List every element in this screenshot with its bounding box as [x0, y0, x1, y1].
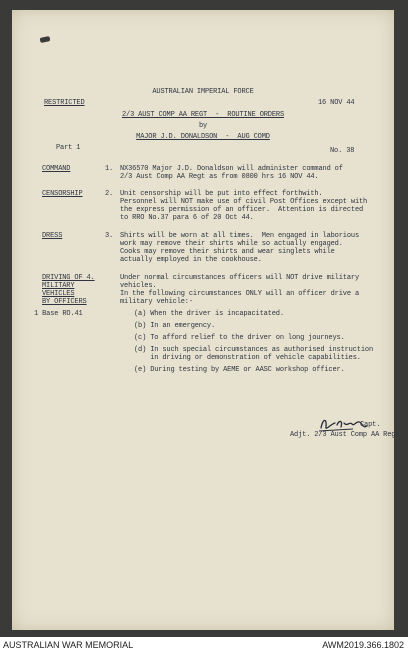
signature-block: Adjt. 2/3 Aust Comp AA Regt [290, 431, 400, 439]
section-line: NX36570 Major J.D. Donaldson will administer command of [120, 165, 343, 173]
signature-rank: Capt. [360, 421, 381, 429]
section-line: the express permission of an officer. Attention is directed [120, 206, 364, 214]
section-heading: DRESS [42, 232, 63, 240]
by-line: by [198, 122, 208, 130]
order-number: No. 38 [330, 147, 355, 155]
section-heading: COMMAND [42, 165, 71, 173]
list-item: (a) When the driver is incapacitated. [134, 310, 284, 318]
section-number: 3. [105, 232, 114, 240]
section-heading: BY OFFICERS [42, 298, 87, 306]
reference-note: 1 Base RO.41 [34, 310, 83, 318]
officer-line: MAJOR J.D. DONALDSON - AUG COMD [136, 133, 270, 141]
section-line: vehicles. [120, 282, 157, 290]
document-header: AUSTRALIAN IMPERIAL FORCE [152, 88, 254, 96]
list-item: (b) In an emergency. [134, 322, 216, 330]
section-heading: DRIVING OF 4. [42, 274, 95, 282]
punch-hole [40, 36, 51, 43]
section-line: military vehicle:- [120, 298, 193, 306]
section-line: work may remove their shirts while so actually engaged. [120, 240, 343, 248]
section-line: 2/3 Aust Comp AA Regt as from 0800 hrs 16 NOV 44. [120, 173, 319, 181]
list-item: (c) To afford relief to the driver on long journeys. [134, 334, 345, 342]
section-line: Unit censorship will be put into effect forthwith. [120, 190, 323, 198]
section-line: actually employed in the cookhouse. [120, 256, 262, 264]
section-heading: VEHICLES [42, 290, 75, 298]
section-line: Personnel will NOT make use of civil Post Offices except with [120, 198, 368, 206]
list-item: (e) During testing by AEME or AASC workshop officer. [134, 366, 345, 374]
section-heading: CENSORSHIP [42, 190, 83, 198]
section-line: to RRO No.37 para 6 of 20 Oct 44. [120, 214, 254, 222]
footer-accession-number: AWM2019.366.1802 [322, 640, 404, 650]
section-line: In the following circumstances ONLY will an officer drive a [120, 290, 359, 298]
section-line: Cooks may remove their shirts and wear singlets while [120, 248, 335, 256]
part-label: Part 1 [56, 144, 81, 152]
footer-institution: AUSTRALIAN WAR MEMORIAL [3, 640, 134, 650]
section-number: 1. [105, 165, 114, 173]
list-item: (d) In such special circumstances as authorised instruction [134, 346, 373, 354]
section-heading: MILITARY [42, 282, 75, 290]
list-item: in driving or demonstration of vehicle capabilities. [134, 354, 361, 362]
footer-bar [0, 637, 408, 653]
document-page [12, 10, 400, 630]
order-date: 16 NOV 44 [318, 99, 355, 107]
section-number: 2. [105, 190, 114, 198]
section-line: Shirts will be worn at all times. Men engaged in laborious [120, 232, 359, 240]
section-line: Under normal circumstances officers will NOT drive military [120, 274, 359, 282]
document-title: 2/3 AUST COMP AA REGT - ROUTINE ORDERS [121, 111, 285, 119]
classification: RESTRICTED [44, 99, 85, 107]
